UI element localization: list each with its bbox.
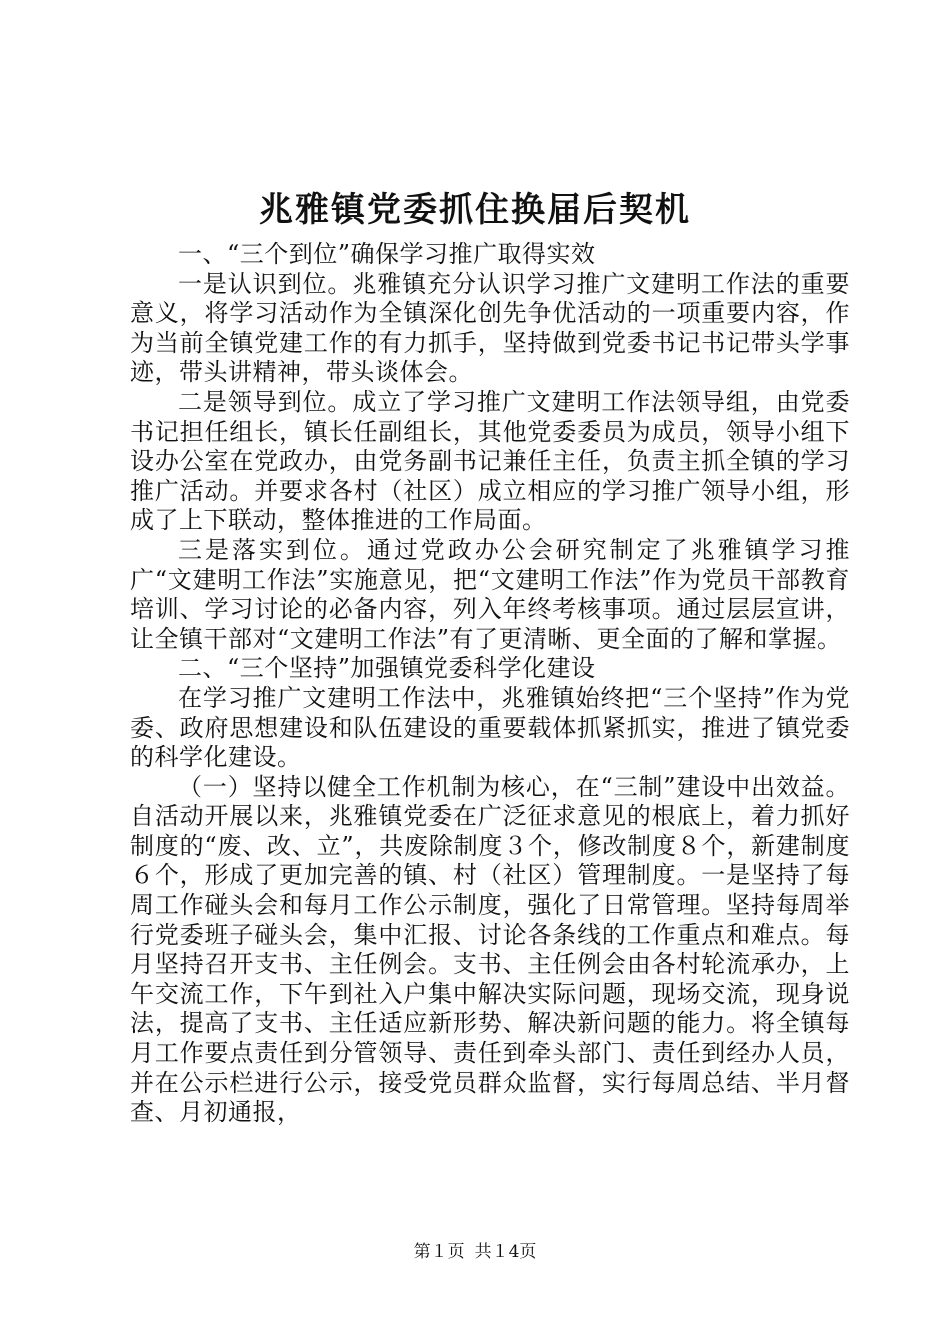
document-title: 兆雅镇党委抓住换届后契机 bbox=[259, 190, 691, 230]
section-heading-2: 二、“三个坚持”加强镇党委科学化建设 bbox=[178, 654, 596, 683]
page-total: 共１4页 bbox=[474, 1242, 537, 1262]
paragraph-three-persist: 在学习推广文建明工作法中，兆雅镇始终把“三个坚持”作为党委、政府思想建设和队伍建设的重要载体抓紧抓实，推进了镇党委的科学化建设。 bbox=[130, 683, 850, 772]
document-body bbox=[130, 240, 850, 1128]
paragraph-awareness: 一是认识到位。兆雅镇充分认识学习推广文建明工作法的重要意义，将学习活动作为全镇深化创先争优活动的一项重要内容，作为当前全镇党建工作的有力抓手，坚持做到党委书记书记带头学事迹，带头讲精神，带头谈体会。 bbox=[130, 269, 850, 387]
page-footer bbox=[0, 1240, 950, 1264]
paragraph-mechanism: （一）坚持以健全工作机制为核心，在“三制”建设中出效益。自活动开展以来，兆雅镇党委在广泛征求意见的根底上，着力抓好制度的“废、改、立”，共废除制度３个，修改制度８个，新建制度６个，形成了更加完善的镇、村（社区）管理制度。一是坚持了每周工作碰头会和每月工作公示制度，强化了日常管理。坚持每周举行党委班子碰头会，集中汇报、讨论各条线的工作重点和难点。每月坚持召开支书、主任例会。支书、主任例会由各村轮流承办，上午交流工作，下午到社入户集中解决实际问题，现场交流，现身说法，提高了支书、主任适应新形势、解决新问题的能力。将全镇每月工作要点责任到分管领导、责任到牵头部门、责任到经办人员，并在公示栏进行公示，接受党员群众监督，实行每周总结、半月督查、月初通报， bbox=[130, 772, 850, 1127]
section-heading-1: 一、“三个到位”确保学习推广取得实效 bbox=[178, 240, 596, 268]
paragraph-leadership: 二是领导到位。成立了学习推广文建明工作法领导组，由党委书记担任组长，镇长任副组长，其他党委委员为成员，领导小组下设办公室在党政办，由党务副书记兼任主任，负责主抓全镇的学习推广活动。并要求各村（社区）成立相应的学习推广领导小组，形成了上下联动，整体推进的工作局面。 bbox=[130, 387, 850, 535]
paragraph-implementation: 三是落实到位。通过党政办公会研究制定了兆雅镇学习推广“文建明工作法”实施意见，把“文建明工作法”作为党员干部教育培训、学习讨论的必备内容，列入年终考核事项。通过层层宣讲，让全镇干部对“文建明工作法”有了更清晰、更全面的了解和掌握。 bbox=[130, 535, 850, 653]
page-number: 第１页 bbox=[413, 1242, 465, 1262]
